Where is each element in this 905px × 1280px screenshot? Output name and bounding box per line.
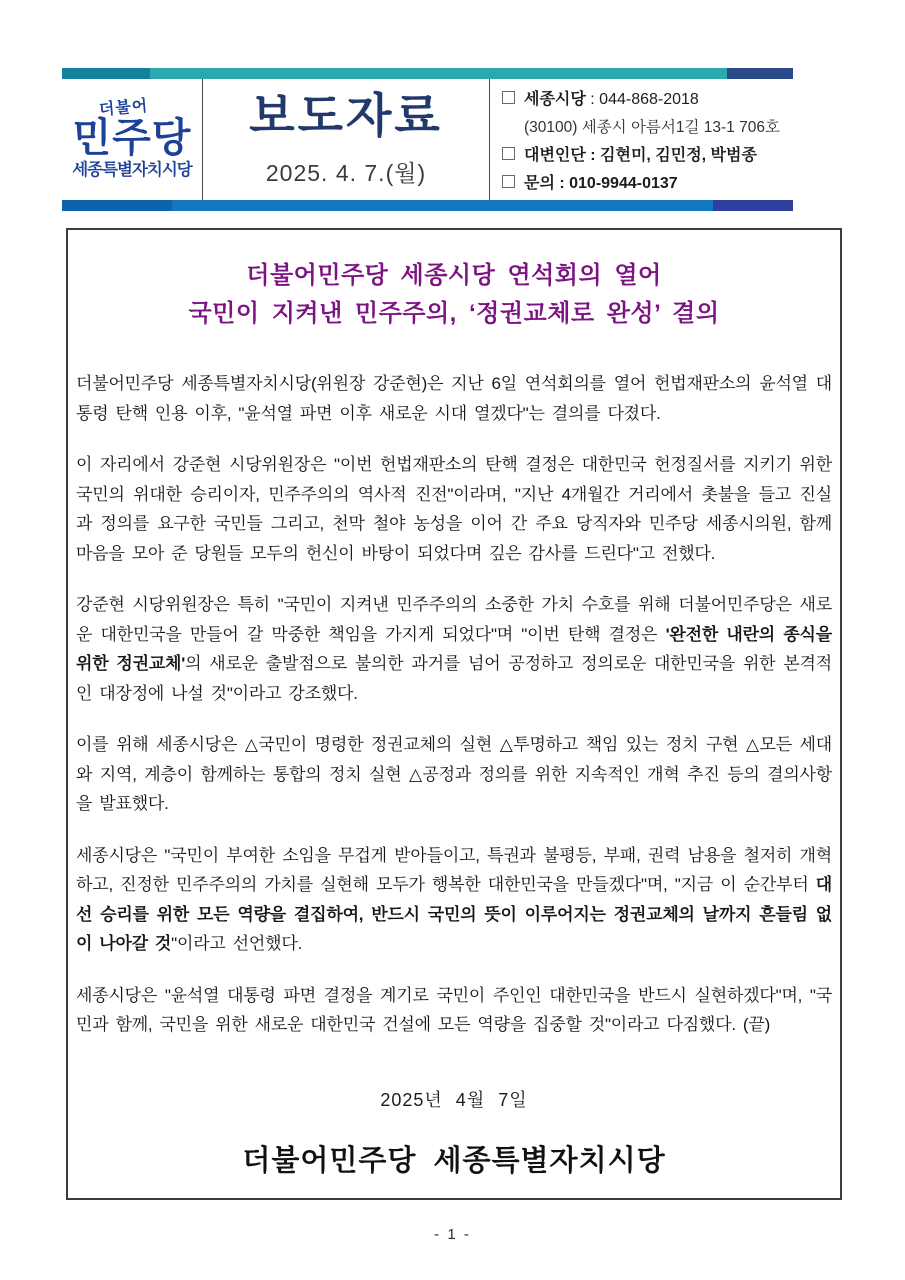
press-release-block <box>203 79 489 200</box>
contact-text: (30100) 세종시 아름서1길 13-1 706호 <box>524 118 780 136</box>
date-line: 2025년 4월 7일 <box>380 1089 528 1110</box>
contact-line <box>502 112 793 140</box>
headline <box>76 257 832 333</box>
masthead-body <box>62 79 793 200</box>
party-logo <box>62 79 202 200</box>
checkbox-bullet-icon <box>502 175 515 188</box>
headline-line: 더불어민주당 세종시당 연석회의 열어 <box>246 262 662 289</box>
accent-segment <box>62 200 172 211</box>
contact-info <box>490 79 793 200</box>
contact-text: 문의 : 010-9944-0137 <box>524 175 678 192</box>
contact-line <box>502 140 793 168</box>
logo-branch-name: 세종특별자치시당 <box>72 161 192 180</box>
logo-slogan: 더불어 <box>98 97 150 120</box>
contact-text: 세종시당 : 044-868-2018 <box>524 91 699 108</box>
masthead <box>62 68 793 211</box>
body-paragraph: 이를 위해 세종시당은 △국민이 명령한 정권교체의 실현 △투명하고 책임 있는 정치 구현 △모든 세대와 지역, 계층이 함께하는 통합의 정치 실현 △공정과 정의를 위한 지속적인 개혁 추진 등의 결의사항을 발표했다. <box>76 735 832 813</box>
body-paragraph: 세종시당은 "국민이 부여한 소임을 무겁게 받아들이고, 특권과 불평등, 부패, 권력 남용을 철저히 개혁하고, 진정한 민주주의의 가치를 실현해 모두가 행복한 대한민국을 만들겠다"며, "지금 이 순간부터 대선 승리를 위한 모든 역량을 결집하여, 반드시 국민의 뜻이 이루어지는 정권교체의 날까지 흔들림 없이 나아갈 것"이라고 선언했다. <box>76 845 832 953</box>
accent-segment <box>62 68 150 79</box>
body-paragraph: 더불어민주당 세종특별자치시당(위원장 강준현)은 지난 6일 연석회의를 열어 헌법재판소의 윤석열 대통령 탄핵 인용 이후, "윤석열 파면 이후 새로운 시대 열겠다"는 결의를 다졌다. <box>76 374 832 423</box>
top-accent-bar <box>62 68 793 79</box>
body-paragraph: 강준현 시당위원장은 특히 "국민이 지켜낸 민주주의의 소중한 가치 수호를 위해 더불어민주당은 새로운 대한민국을 만들어 갈 막중한 책임을 가지게 되었다"며 "이번 탄핵 결정은 '완전한 내란의 종식을 위한 정권교체'의 새로운 출발점으로 불의한 과거를 넘어 공정하고 정의로운 대한민국을 위한 본격적인 대장정에 나설 것"이라고 강조했다. <box>76 595 832 703</box>
body-paragraph: 세종시당은 "윤석열 대통령 파면 결정을 계기로 국민이 주인인 대한민국을 반드시 실현하겠다"며, "국민과 함께, 국민을 위한 새로운 대한민국 건설에 모든 역량을 집중할 것"이라고 다짐했다. (끝) <box>76 985 832 1034</box>
body-paragraph: 이 자리에서 강준현 시당위원장은 "이번 헌법재판소의 탄핵 결정은 대한민국 헌정질서를 지키기 위한 국민의 위대한 승리이자, 민주주의의 역사적 진전"이라며, "지난 4개월간 거리에서 촛불을 들고 진실과 정의를 요구한 국민들 그리고, 천막 철야 농성을 이어 간 주요 당직자와 민주당 세종시의원, 함께 마음을 모아 준 당원들 모두의 헌신이 바탕이 되었다며 깊은 감사를 드린다"고 전했다. <box>76 455 832 563</box>
bottom-accent-bar <box>62 200 793 211</box>
signature: 더불어민주당 세종특별자치시당 <box>242 1144 666 1177</box>
checkbox-bullet-icon <box>502 147 515 160</box>
accent-segment <box>713 200 793 211</box>
press-release-label: 보도자료 <box>249 88 443 142</box>
contact-line <box>502 168 793 196</box>
logo-party-name: 민주당 <box>72 116 192 161</box>
headline-line: 국민이 지켜낸 민주주의, ‘정권교체로 완성’ 결의 <box>188 300 720 327</box>
accent-segment <box>150 68 727 79</box>
accent-segment <box>727 68 793 79</box>
document-body-box <box>66 228 842 1200</box>
contact-line <box>502 84 793 112</box>
contact-text: 대변인단 : 김현미, 김민정, 박범종 <box>524 147 757 164</box>
checkbox-bullet-icon <box>502 91 515 104</box>
accent-segment <box>172 200 713 211</box>
page-number: - 1 - <box>434 1226 471 1243</box>
release-date: 2025. 4. 7.(월) <box>265 159 427 186</box>
